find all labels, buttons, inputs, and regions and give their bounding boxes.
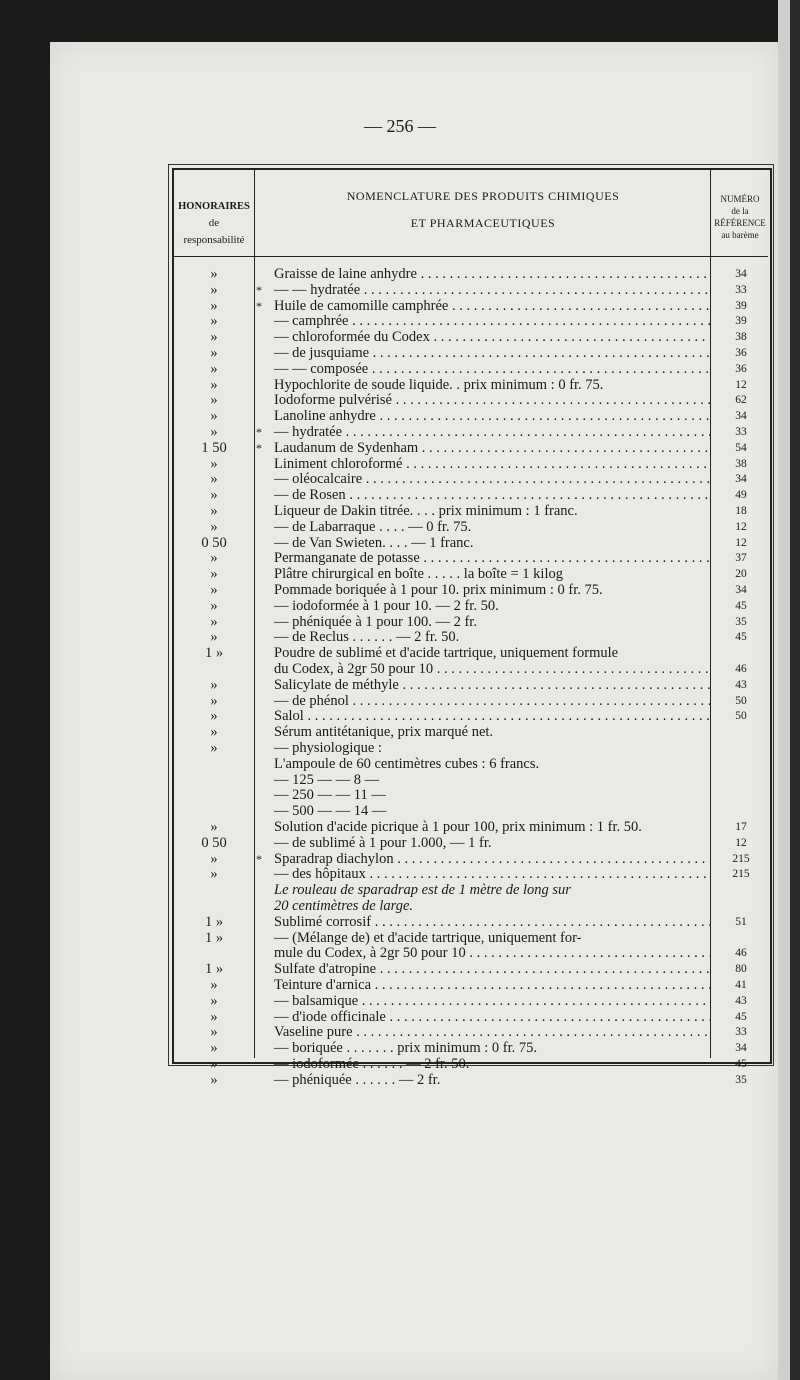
table-row <box>174 819 768 835</box>
product-name: — physiologique : <box>274 740 382 756</box>
table-row <box>174 898 768 914</box>
table-row <box>174 519 768 535</box>
honoraire-cell: » <box>210 550 218 567</box>
honoraire-cell: » <box>210 471 218 488</box>
table-row <box>174 677 768 693</box>
header-numero-2: de la <box>731 206 749 216</box>
table-row <box>174 282 768 298</box>
reference-number: 62 <box>735 394 747 407</box>
product-name: Sulfate d'atropine . . . <box>274 961 710 977</box>
header-nomenclature-line2: ET PHARMACEUTIQUES <box>410 216 556 230</box>
honoraire-cell: » <box>210 613 218 630</box>
product-name: Iodoforme pulvérisé . . . <box>274 392 710 408</box>
reference-number: 12 <box>735 520 747 533</box>
product-name: — iodoformée . . . . . . — 2 fr. 50. <box>274 1056 470 1072</box>
product-name: — de Rosen . . . <box>274 487 710 503</box>
reference-number: 39 <box>735 299 747 312</box>
table-row <box>174 377 768 393</box>
product-name: — de sublimé à 1 pour 1.000, — 1 fr. <box>274 834 492 851</box>
table-row <box>174 503 768 519</box>
honoraire-cell: 1 50 <box>201 439 227 456</box>
page-number: — 256 — <box>364 116 436 136</box>
honoraire-cell: » <box>210 566 218 583</box>
honoraire-cell: » <box>210 676 218 693</box>
table-row <box>174 993 768 1009</box>
honoraire-cell: » <box>210 1071 218 1088</box>
table-row <box>174 566 768 582</box>
table-row <box>174 914 768 930</box>
product-name: Permanganate de potasse . . . <box>274 550 710 566</box>
product-name: — de Reclus . . . . . . — 2 fr. 50. <box>274 629 460 646</box>
reference-number: 33 <box>735 283 747 296</box>
header-numero <box>712 193 768 241</box>
product-name: — iodoformée à 1 pour 10. — 2 fr. 50. <box>274 597 499 614</box>
table-row <box>174 961 768 977</box>
table-row <box>174 582 768 598</box>
product-name: Poudre de sublimé et d'acide tartrique, uniquement formule <box>274 645 619 662</box>
honoraire-cell: 0 50 <box>201 534 227 551</box>
reference-number: 12 <box>735 836 747 849</box>
honoraire-cell: » <box>210 281 218 298</box>
product-name: — — hydratée . . . <box>274 282 710 298</box>
honoraire-cell: » <box>210 1056 218 1072</box>
honoraire-cell: » <box>210 977 218 993</box>
product-name: Graisse de laine anhydre . . . <box>274 266 710 282</box>
honoraire-cell: » <box>210 408 218 425</box>
honoraire-cell: » <box>210 297 218 314</box>
product-name: — (Mélange de) et d'acide tartrique, uniquement for- <box>274 929 582 946</box>
honoraire-cell: » <box>210 376 218 393</box>
reference-number: 12 <box>735 378 747 391</box>
table-row <box>174 487 768 503</box>
product-name: Laudanum de Sydenham . . . <box>274 440 710 456</box>
reference-number: 34 <box>735 473 747 486</box>
honoraire-cell: » <box>210 866 218 883</box>
reference-number: 17 <box>735 821 747 833</box>
honoraire-cell: 1 » <box>204 645 224 662</box>
product-name: — de Van Swieten. . . . — 1 franc. <box>274 534 474 551</box>
product-name: — des hôpitaux . . . <box>274 866 710 882</box>
honoraire-cell: 1 » <box>204 929 224 946</box>
reference-number: 51 <box>735 915 747 928</box>
table-row <box>174 535 768 551</box>
reference-number: 49 <box>735 489 747 502</box>
product-name: — de jusquiame . . . <box>274 345 710 361</box>
product-name: — phéniquée à 1 pour 100. — 2 fr. <box>274 613 477 630</box>
product-name: — de phénol . . . <box>274 693 710 709</box>
honoraire-cell: » <box>210 724 218 741</box>
reference-number: 215 <box>732 852 750 865</box>
reference-number: 46 <box>735 663 747 675</box>
reference-number: 39 <box>735 315 747 328</box>
honoraire-cell: » <box>210 629 218 646</box>
table-row <box>174 266 768 282</box>
product-name: Le rouleau de sparadrap est de 1 mètre de long sur <box>274 882 571 899</box>
honoraire-cell: » <box>210 503 218 519</box>
asterisk-mark: * <box>256 282 262 297</box>
reference-number: 43 <box>735 994 747 1007</box>
table-row <box>174 772 768 788</box>
honoraire-cell: » <box>210 360 218 377</box>
asterisk-mark: * <box>256 440 262 455</box>
asterisk-mark: * <box>256 851 262 866</box>
product-name: — oléocalcaire . . . <box>274 471 710 487</box>
honoraire-cell: 0 50 <box>201 834 227 851</box>
product-name: — balsamique . . . <box>274 993 710 1009</box>
reference-number: 37 <box>735 552 747 565</box>
reference-number: 20 <box>735 568 747 581</box>
honoraire-cell: » <box>210 424 218 440</box>
table-row <box>174 598 768 614</box>
table-row <box>174 1056 768 1072</box>
table-row <box>174 361 768 377</box>
table-row <box>174 614 768 630</box>
table-row <box>174 866 768 882</box>
honoraire-cell: » <box>210 345 218 361</box>
reference-number: 34 <box>735 1042 747 1055</box>
product-name: 20 centimètres de large. <box>274 898 414 914</box>
reference-number: 36 <box>735 347 747 359</box>
table-row <box>174 456 768 472</box>
product-name: — boriquée . . . . . . . prix minimum : 0 fr. 75. <box>274 1040 537 1057</box>
table-row <box>174 1072 768 1088</box>
reference-number: 45 <box>735 1058 747 1070</box>
header-honoraires <box>174 198 254 249</box>
header-divider <box>174 256 768 257</box>
honoraire-cell: » <box>210 487 218 504</box>
honoraire-cell: » <box>210 692 218 709</box>
table-row <box>174 835 768 851</box>
reference-number: 54 <box>735 441 747 454</box>
honoraire-cell: » <box>210 1040 218 1057</box>
table-row <box>174 787 768 803</box>
product-name: Teinture d'arnica . . . <box>274 977 710 993</box>
table-row <box>174 756 768 772</box>
reference-number: 45 <box>735 599 747 612</box>
table-row <box>174 408 768 424</box>
product-name: — de Labarraque . . . . — 0 fr. 75. <box>274 518 472 535</box>
honoraire-cell: » <box>210 1024 218 1041</box>
product-name: Salol . . . <box>274 708 710 724</box>
table-row <box>174 313 768 329</box>
header-numero-4: au barème <box>721 230 759 240</box>
honoraire-cell: » <box>210 992 218 1009</box>
header-honoraires-title: HONORAIRES <box>178 201 250 212</box>
honoraire-cell: » <box>210 329 218 346</box>
reference-number: 34 <box>735 410 747 423</box>
reference-number: 12 <box>735 536 747 549</box>
honoraire-cell: » <box>210 850 218 867</box>
product-name: Lanoline anhydre . . . <box>274 408 710 424</box>
product-name: du Codex, à 2gr 50 pour 10 . . . <box>274 661 710 677</box>
honoraire-cell: » <box>210 518 218 535</box>
reference-number: 43 <box>735 678 747 691</box>
reference-number: 38 <box>735 457 747 470</box>
product-name: — 500 — — 14 — <box>274 803 387 820</box>
reference-number: 36 <box>735 362 747 375</box>
header-honoraires-de: de <box>208 217 220 229</box>
table-row <box>174 329 768 345</box>
product-name: Salicylate de méthyle . . . <box>274 677 710 693</box>
product-name: Sublimé corrosif . . . <box>274 914 710 930</box>
table-row <box>174 298 768 314</box>
reference-number: 45 <box>735 1010 747 1023</box>
product-name: — d'iode officinale . . . <box>274 1009 710 1025</box>
reference-number: 33 <box>735 426 747 438</box>
table-row <box>174 1040 768 1056</box>
asterisk-mark: * <box>256 298 262 313</box>
honoraire-cell: » <box>210 313 218 330</box>
product-name: Vaseline pure . . . <box>274 1024 710 1040</box>
honoraire-cell: » <box>210 582 218 598</box>
reference-number: 50 <box>735 694 747 707</box>
header-numero-1: NUMÉRO <box>720 194 760 204</box>
table-row <box>174 1009 768 1025</box>
product-name: Liniment chloroformé . . . <box>274 456 710 472</box>
asterisk-mark: * <box>256 425 262 439</box>
book-binding <box>790 0 800 1380</box>
product-name: — phéniquée . . . . . . — 2 fr. <box>274 1071 441 1088</box>
table-row <box>174 471 768 487</box>
table-row <box>174 693 768 709</box>
product-name: — 250 — — 11 — <box>274 787 386 804</box>
header-honoraires-resp: responsabilité <box>183 234 245 246</box>
table-row <box>174 440 768 456</box>
honoraire-cell: » <box>210 392 218 409</box>
reference-number: 38 <box>735 331 747 344</box>
product-name: Liqueur de Dakin titrée. . . . prix minimum : 1 franc. <box>274 503 578 519</box>
table-row <box>174 945 768 961</box>
product-name: L'ampoule de 60 centimètres cubes : 6 francs. <box>274 755 540 772</box>
reference-number: 35 <box>735 615 747 628</box>
product-name: Huile de camomille camphrée . . . <box>274 298 710 314</box>
product-name: — — composée . . . <box>274 361 710 377</box>
honoraire-cell: » <box>210 455 218 472</box>
table-row <box>174 930 768 946</box>
table-row <box>174 851 768 867</box>
reference-number: 45 <box>735 631 747 644</box>
product-name: Hypochlorite de soude liquide. . prix minimum : 0 fr. 75. <box>274 376 604 393</box>
honoraire-cell: » <box>210 597 218 614</box>
reference-number: 46 <box>735 947 747 960</box>
table-row <box>174 392 768 408</box>
honoraire-cell: 1 » <box>204 913 224 930</box>
reference-number: 50 <box>735 710 747 723</box>
table-row <box>174 1024 768 1040</box>
table-row <box>174 724 768 740</box>
honoraire-cell: » <box>210 740 218 756</box>
reference-number: 18 <box>735 505 747 517</box>
header-nomenclature-line1: NOMENCLATURE DES PRODUITS CHIMIQUES <box>346 189 620 203</box>
reference-number: 35 <box>735 1073 747 1086</box>
reference-number: 41 <box>735 979 747 991</box>
product-name: Solution d'acide picrique à 1 pour 100, prix minimum : 1 fr. 50. <box>274 819 642 835</box>
table-row <box>174 803 768 819</box>
product-name: — chloroformée du Codex . . . <box>274 329 710 345</box>
product-name: — hydratée . . . <box>274 424 710 440</box>
reference-number: 33 <box>735 1026 747 1039</box>
honoraire-cell: » <box>210 819 218 835</box>
table-row <box>174 345 768 361</box>
honoraire-cell: » <box>210 1008 218 1025</box>
honoraire-cell: » <box>210 708 218 725</box>
product-name: — 125 — — 8 — <box>274 771 380 788</box>
honoraire-cell: 1 » <box>204 961 224 978</box>
reference-number: 34 <box>735 584 747 596</box>
table-row <box>174 661 768 677</box>
product-name: Sparadrap diachylon . . . <box>274 851 710 867</box>
table-row <box>174 882 768 898</box>
table-row <box>174 645 768 661</box>
table-row <box>174 629 768 645</box>
header-nomenclature <box>258 188 708 232</box>
reference-number: 80 <box>735 963 747 976</box>
table-row <box>174 550 768 566</box>
product-name: Pommade boriquée à 1 pour 10. prix minimum : 0 fr. 75. <box>274 582 603 598</box>
honoraire-cell: » <box>210 266 218 282</box>
table-row <box>174 708 768 724</box>
reference-number: 215 <box>732 868 750 881</box>
product-name: Plâtre chirurgical en boîte . . . . . la boîte = 1 kilog <box>274 566 563 583</box>
table-row <box>174 424 768 440</box>
table-row <box>174 740 768 756</box>
header-numero-3: RÉFÉRENCE <box>714 218 766 228</box>
table-row <box>174 977 768 993</box>
reference-number: 34 <box>735 268 747 280</box>
product-name: — camphrée . . . <box>274 313 710 329</box>
product-name: mule du Codex, à 2gr 50 pour 10 . . . <box>274 945 710 961</box>
product-name: Sérum antitétanique, prix marqué net. <box>274 724 494 741</box>
